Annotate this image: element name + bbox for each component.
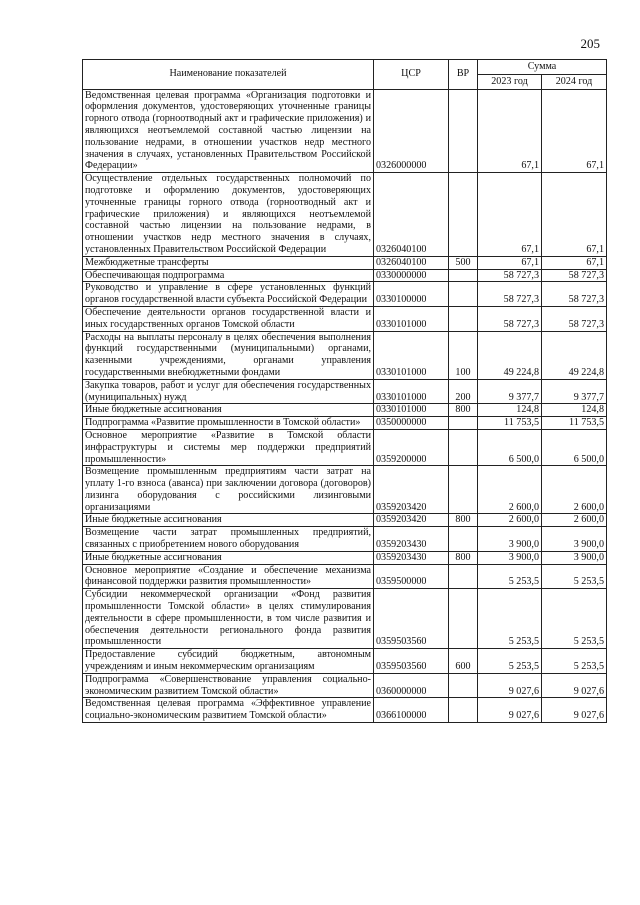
row-name-cell: Закупка товаров, работ и услуг для обеспечения государственных (муниципальных) нужд <box>83 379 374 404</box>
table-row <box>83 282 607 307</box>
row-sum-2024-cell: 9 027,6 <box>542 673 607 698</box>
row-vr-cell: 800 <box>449 404 478 417</box>
row-name-cell: Подпрограмма «Развитие промышленности в Томской области» <box>83 417 374 430</box>
row-sum-2023-cell: 9 027,6 <box>478 673 542 698</box>
row-name-cell: Межбюджетные трансферты <box>83 256 374 269</box>
row-sum-2024-cell: 6 500,0 <box>542 429 607 465</box>
row-sum-2024-cell: 58 727,3 <box>542 282 607 307</box>
row-sum-2023-cell: 5 253,5 <box>478 564 542 589</box>
row-csr-cell: 0330101000 <box>374 331 449 379</box>
row-csr-cell: 0330101000 <box>374 404 449 417</box>
row-sum-2024-cell: 67,1 <box>542 256 607 269</box>
row-name-cell: Расходы на выплаты персоналу в целях обеспечения выполнения функций государственными (муниципальными) органами, казенными учреждениями, органами управления государственными внебюджетными фондами <box>83 331 374 379</box>
row-csr-cell: 0326040100 <box>374 256 449 269</box>
row-sum-2024-cell: 67,1 <box>542 89 607 173</box>
header-year-2023: 2023 год <box>478 74 542 89</box>
table-row <box>83 649 607 674</box>
row-name-cell: Основное мероприятие «Развитие в Томской области инфраструктуры и системы мер поддержки предприятий промышленности» <box>83 429 374 465</box>
table-row <box>83 331 607 379</box>
row-vr-cell <box>449 466 478 514</box>
row-name-cell: Возмещение промышленным предприятиям части затрат на уплату 1-го взноса (аванса) при заключении договора (договоров) лизинга оборудования с российскими лизинговыми организациями <box>83 466 374 514</box>
row-vr-cell: 100 <box>449 331 478 379</box>
row-sum-2024-cell: 11 753,5 <box>542 417 607 430</box>
table-row <box>83 564 607 589</box>
table-row <box>83 514 607 527</box>
row-sum-2023-cell: 67,1 <box>478 89 542 173</box>
row-sum-2023-cell: 2 600,0 <box>478 514 542 527</box>
page-number: 205 <box>580 36 600 51</box>
row-name-cell: Руководство и управление в сфере установленных функций органов государственной власти субъекта Российской Федерации <box>83 282 374 307</box>
row-name-cell: Предоставление субсидий бюджетным, автономным учреждениям и иным некоммерческим организациям <box>83 649 374 674</box>
row-sum-2024-cell: 9 377,7 <box>542 379 607 404</box>
row-vr-cell <box>449 269 478 282</box>
row-csr-cell: 0326000000 <box>374 89 449 173</box>
table-row <box>83 673 607 698</box>
row-sum-2023-cell: 5 253,5 <box>478 649 542 674</box>
row-csr-cell: 0330101000 <box>374 379 449 404</box>
row-vr-cell <box>449 527 478 552</box>
header-sum: Сумма <box>478 60 607 75</box>
row-sum-2024-cell: 67,1 <box>542 173 607 257</box>
row-csr-cell: 0366100000 <box>374 698 449 723</box>
row-sum-2024-cell: 49 224,8 <box>542 331 607 379</box>
row-vr-cell <box>449 417 478 430</box>
row-sum-2023-cell: 67,1 <box>478 173 542 257</box>
table-row <box>83 404 607 417</box>
header-csr: ЦСР <box>374 60 449 90</box>
row-sum-2023-cell: 6 500,0 <box>478 429 542 465</box>
row-name-cell: Обеспечивающая подпрограмма <box>83 269 374 282</box>
row-sum-2023-cell: 11 753,5 <box>478 417 542 430</box>
row-vr-cell <box>449 589 478 649</box>
row-sum-2023-cell: 58 727,3 <box>478 269 542 282</box>
row-sum-2023-cell: 58 727,3 <box>478 306 542 331</box>
row-sum-2023-cell: 2 600,0 <box>478 466 542 514</box>
row-sum-2024-cell: 58 727,3 <box>542 306 607 331</box>
row-vr-cell <box>449 564 478 589</box>
row-csr-cell: 0359503560 <box>374 589 449 649</box>
header-name: Наименование показателей <box>83 60 374 90</box>
row-sum-2023-cell: 58 727,3 <box>478 282 542 307</box>
table-row <box>83 269 607 282</box>
row-sum-2023-cell: 3 900,0 <box>478 527 542 552</box>
row-sum-2024-cell: 9 027,6 <box>542 698 607 723</box>
row-csr-cell: 0330100000 <box>374 282 449 307</box>
row-name-cell: Возмещение части затрат промышленных предприятий, связанных с приобретением нового оборудования <box>83 527 374 552</box>
row-sum-2023-cell: 9 377,7 <box>478 379 542 404</box>
table-row <box>83 527 607 552</box>
table-header-row <box>83 60 607 75</box>
row-sum-2023-cell: 5 253,5 <box>478 589 542 649</box>
row-sum-2024-cell: 3 900,0 <box>542 551 607 564</box>
table-row <box>83 417 607 430</box>
header-vr: ВР <box>449 60 478 90</box>
row-csr-cell: 0360000000 <box>374 673 449 698</box>
row-name-cell: Осуществление отдельных государственных полномочий по подготовке и оформлению документов, удостоверяющих уточненные границы горного отвода (горноотводный акт и графические приложения) и являющихся неотъемлемой составной частью лицензии на пользование недрами, в отношении участков недр местного значения в случаях, установленных Правительством Российской Федерации <box>83 173 374 257</box>
row-sum-2024-cell: 124,8 <box>542 404 607 417</box>
row-csr-cell: 0359203430 <box>374 551 449 564</box>
table-body <box>83 89 607 722</box>
row-name-cell: Основное мероприятие «Создание и обеспечение механизма финансовой поддержки развития промышленности» <box>83 564 374 589</box>
row-vr-cell: 200 <box>449 379 478 404</box>
table-row <box>83 551 607 564</box>
row-sum-2024-cell: 2 600,0 <box>542 514 607 527</box>
table-row <box>83 89 607 173</box>
row-sum-2023-cell: 67,1 <box>478 256 542 269</box>
row-vr-cell: 600 <box>449 649 478 674</box>
row-csr-cell: 0330000000 <box>374 269 449 282</box>
row-csr-cell: 0326040100 <box>374 173 449 257</box>
row-sum-2024-cell: 2 600,0 <box>542 466 607 514</box>
row-sum-2023-cell: 3 900,0 <box>478 551 542 564</box>
table-row <box>83 173 607 257</box>
row-sum-2024-cell: 3 900,0 <box>542 527 607 552</box>
row-vr-cell <box>449 673 478 698</box>
row-sum-2023-cell: 49 224,8 <box>478 331 542 379</box>
table-row <box>83 306 607 331</box>
budget-table <box>82 59 607 723</box>
row-vr-cell <box>449 282 478 307</box>
row-name-cell: Ведомственная целевая программа «Эффективное управление социально-экономическим развитием Томской области» <box>83 698 374 723</box>
table-row <box>83 379 607 404</box>
row-name-cell: Подпрограмма «Совершенствование управления социально-экономическим развитием Томской области» <box>83 673 374 698</box>
row-vr-cell <box>449 173 478 257</box>
row-name-cell: Ведомственная целевая программа «Организация подготовки и оформления документов, удостоверяющих уточненные границы горного отвода (горноотводный акт и графические приложения) и являющихся неотъемлемой составной частью лицензии на пользование недрами, в отношении участков недр местного значения в случаях, установленных Правительством Российской Федерации» <box>83 89 374 173</box>
row-csr-cell: 0350000000 <box>374 417 449 430</box>
row-sum-2024-cell: 5 253,5 <box>542 649 607 674</box>
row-vr-cell <box>449 89 478 173</box>
table-row <box>83 256 607 269</box>
table-row <box>83 466 607 514</box>
row-csr-cell: 0359503560 <box>374 649 449 674</box>
table-row <box>83 589 607 649</box>
row-name-cell: Обеспечение деятельности органов государственной власти и иных государственных органов Томской области <box>83 306 374 331</box>
row-sum-2024-cell: 5 253,5 <box>542 589 607 649</box>
row-csr-cell: 0359203430 <box>374 527 449 552</box>
row-csr-cell: 0330101000 <box>374 306 449 331</box>
row-csr-cell: 0359203420 <box>374 514 449 527</box>
row-sum-2023-cell: 124,8 <box>478 404 542 417</box>
row-name-cell: Иные бюджетные ассигнования <box>83 404 374 417</box>
row-vr-cell: 800 <box>449 514 478 527</box>
row-csr-cell: 0359500000 <box>374 564 449 589</box>
row-name-cell: Субсидии некоммерческой организации «Фонд развития промышленности Томской области» в целях стимулирования деятельности в сфере промышленности, в том числе развития и обеспечения деятельности регионального фонда развития промышленности <box>83 589 374 649</box>
row-vr-cell <box>449 429 478 465</box>
row-sum-2023-cell: 9 027,6 <box>478 698 542 723</box>
row-vr-cell: 500 <box>449 256 478 269</box>
row-sum-2024-cell: 58 727,3 <box>542 269 607 282</box>
row-vr-cell <box>449 698 478 723</box>
row-csr-cell: 0359200000 <box>374 429 449 465</box>
row-name-cell: Иные бюджетные ассигнования <box>83 514 374 527</box>
row-name-cell: Иные бюджетные ассигнования <box>83 551 374 564</box>
row-vr-cell <box>449 306 478 331</box>
row-vr-cell: 800 <box>449 551 478 564</box>
row-csr-cell: 0359203420 <box>374 466 449 514</box>
table-row <box>83 698 607 723</box>
row-sum-2024-cell: 5 253,5 <box>542 564 607 589</box>
table-row <box>83 429 607 465</box>
header-year-2024: 2024 год <box>542 74 607 89</box>
